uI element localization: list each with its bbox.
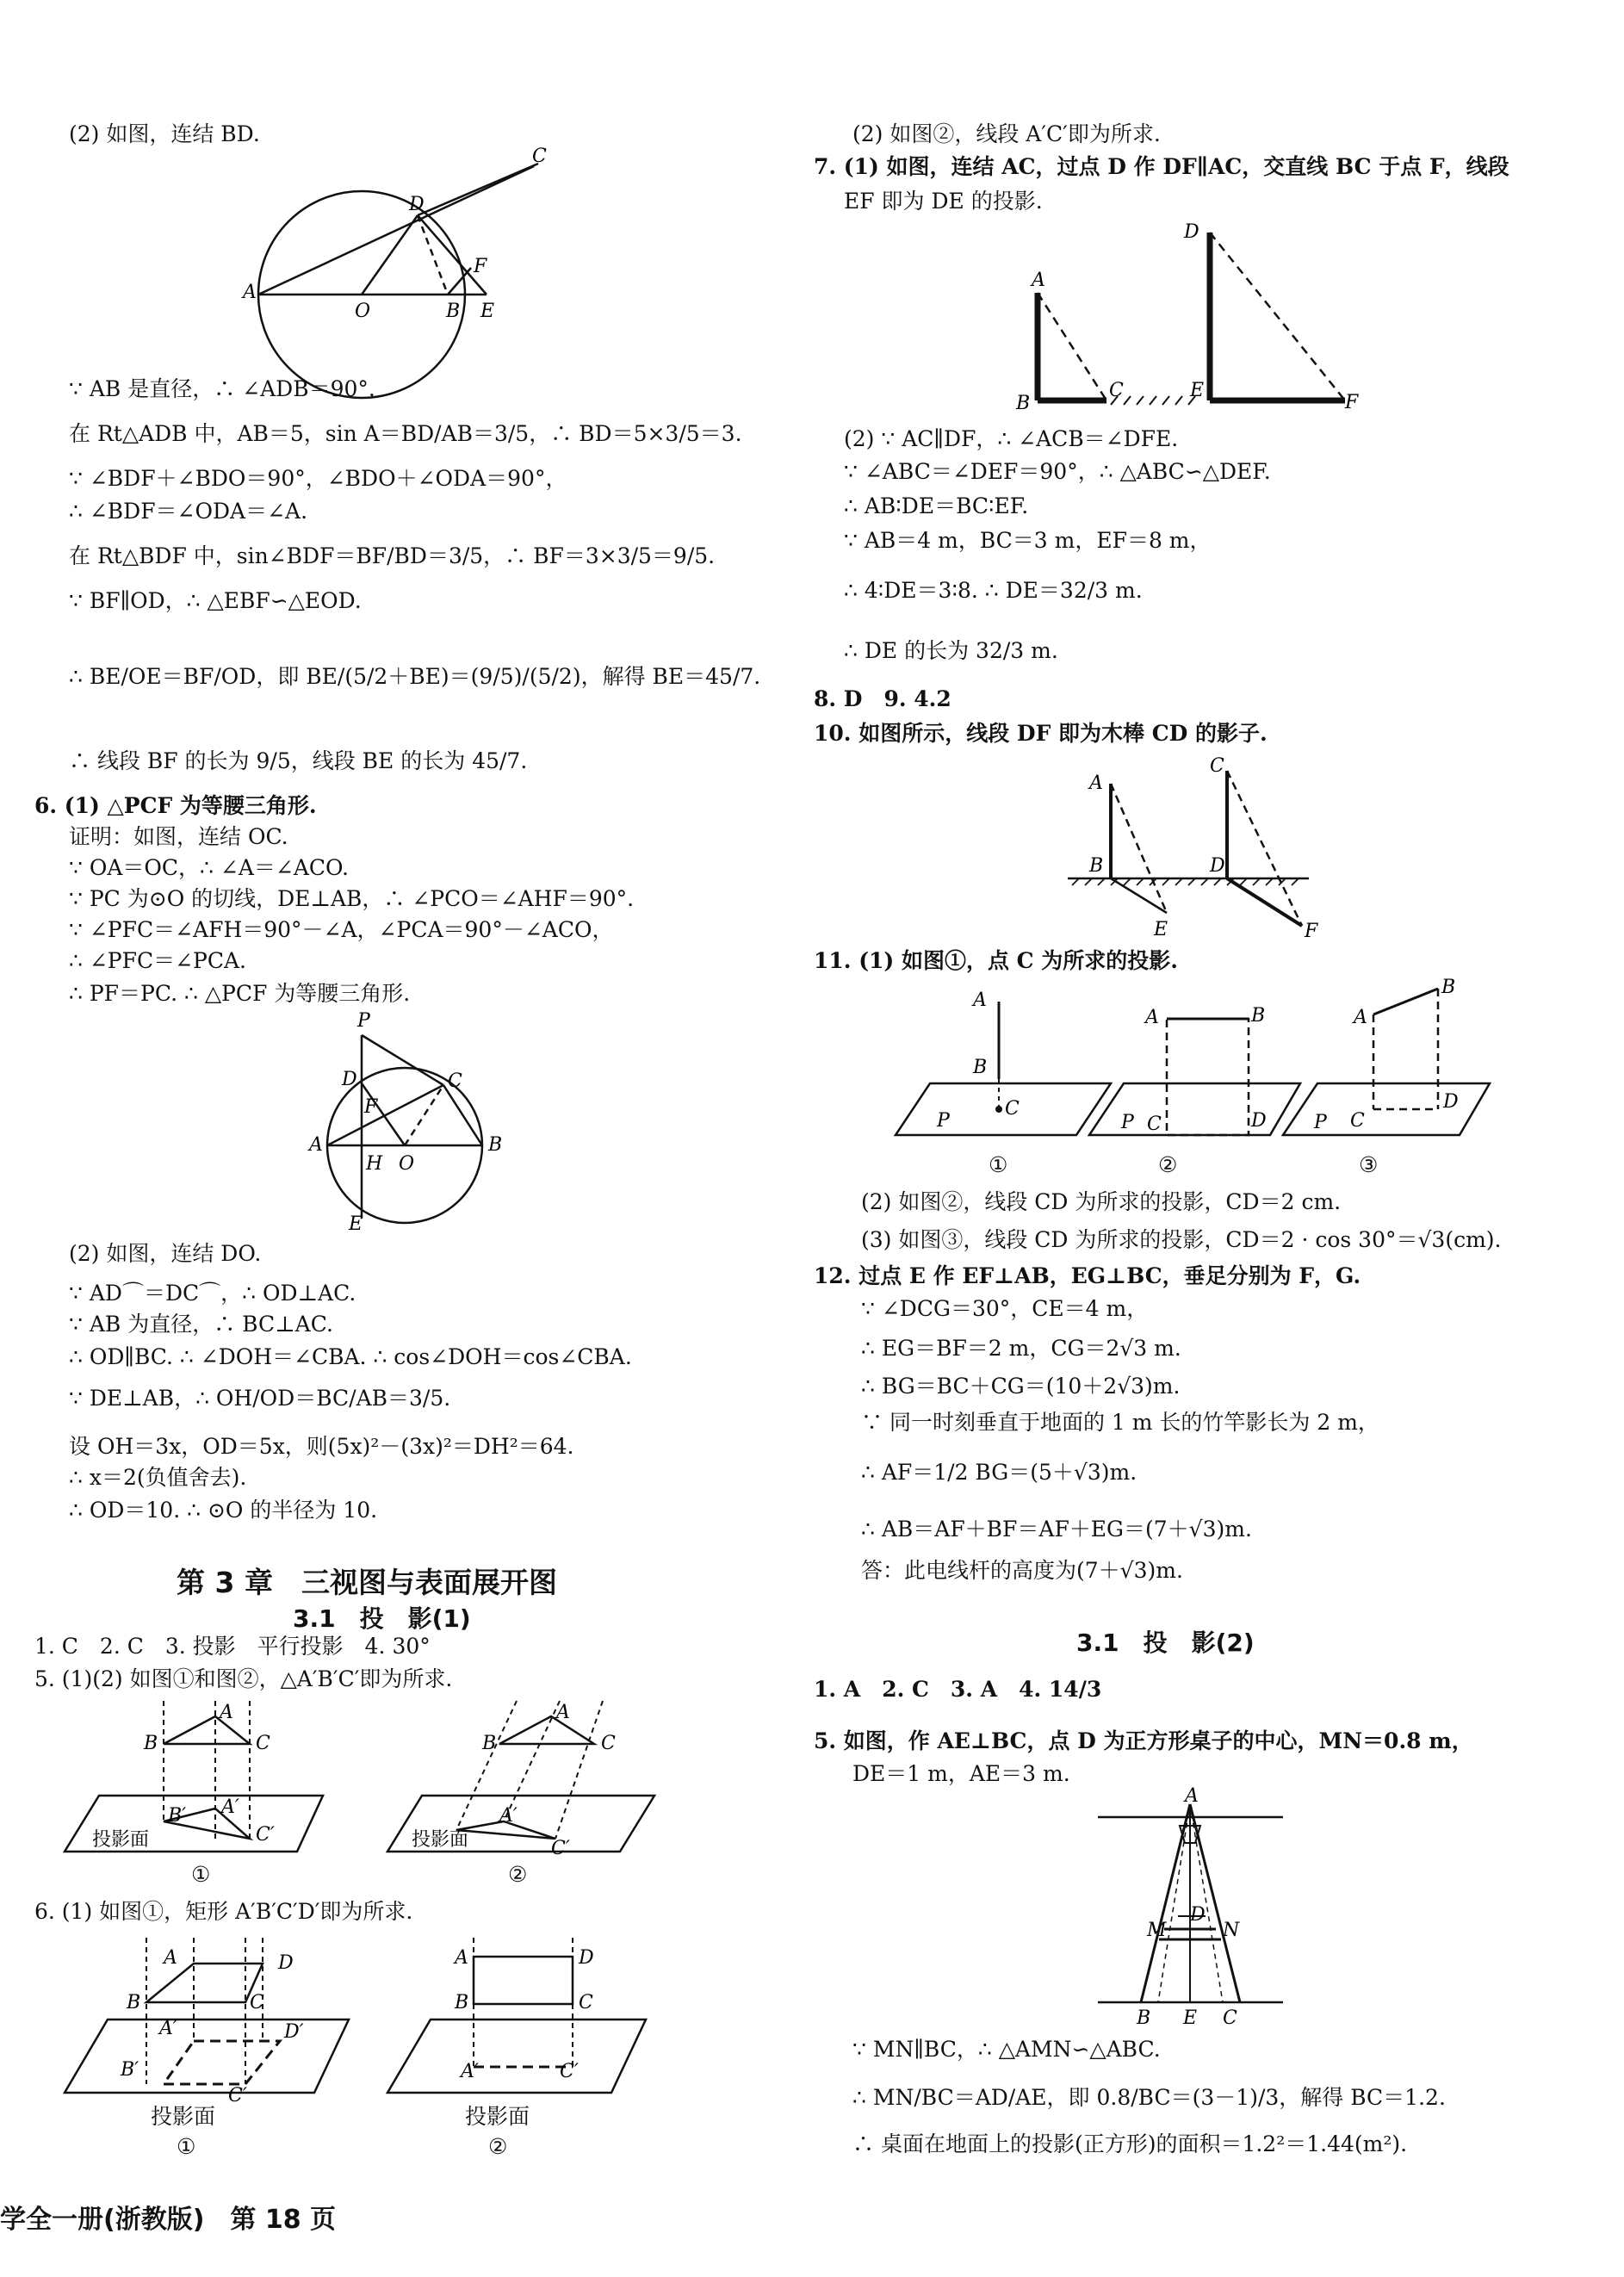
svg-text:D: D (1251, 1110, 1267, 1132)
text-line: ∴ MN/BC＝AD/AE，即 0.8/BC＝(3－1)/3，解得 BC＝1.2. (852, 2085, 1446, 2110)
svg-text:F: F (1345, 392, 1359, 413)
figure-label: ① (191, 1862, 211, 1887)
svg-text:C: C (1223, 2007, 1237, 2029)
svg-text:D: D (1210, 855, 1225, 877)
answer-line: 1. C 2. C 3. 投影 平行投影 4. 30° (34, 1634, 431, 1659)
text-line: ∵ AB 为直径，∴ BC⊥AC. (69, 1312, 333, 1337)
figure-label: ③ (1359, 1152, 1379, 1177)
svg-text:B′: B′ (121, 2059, 139, 2081)
question-11: 11. (1) 如图①，点 C 为所求的投影. (814, 948, 1178, 973)
text-line: ∴ OD＝10. ∴ ⊙O 的半径为 10. (69, 1498, 378, 1523)
svg-text:N: N (1223, 1920, 1240, 1941)
text-line: ∵ AD⌒＝DC⌒，∴ OD⊥AC. (69, 1281, 356, 1306)
svg-text:C: C (1005, 1098, 1020, 1120)
svg-text:A: A (1145, 1007, 1159, 1028)
text-line: ∵ PC 为⊙O 的切线，DE⊥AB，∴ ∠PCO＝∠AHF＝90°. (69, 886, 635, 911)
svg-text:A: A (455, 1947, 468, 1969)
text-line: 在 Rt△ADB 中，AB＝5，sin A＝BD/AB＝3/5，∴ BD＝5×3/5＝3. (69, 421, 742, 446)
text-line: ∵ ∠PFC＝∠AFH＝90°－∠A，∠PCA＝90°－∠ACO， (69, 917, 614, 942)
projection-figure-5-2 (387, 1701, 654, 1859)
projection-figure-6-1 (65, 1938, 349, 2106)
page-footer: 学全一册(浙教版) 第 18 页 (0, 2205, 337, 2235)
figure-label: ② (508, 1862, 528, 1887)
text-line: ∵ BF∥OD，∴ △EBF∽△EOD. (69, 588, 362, 613)
svg-text:O: O (399, 1153, 415, 1175)
circle-figure-pcf (309, 1008, 521, 1235)
text-line: ∴ AF＝1/2 BG＝(5＋√3)m. (861, 1460, 1137, 1485)
shadow-figure-7 (1007, 221, 1361, 422)
question-7: 7. (1) 如图，连结 AC，过点 D 作 DF∥AC，交直线 BC 于点 F，线段 (814, 154, 1509, 179)
figure-label: ① (177, 2134, 196, 2159)
text-line: 答：此电线杆的高度为(7＋√3)m. (861, 1558, 1183, 1583)
svg-text:B: B (1137, 2007, 1151, 2029)
shadow-figure-10 (1068, 755, 1326, 942)
svg-text:C′: C′ (256, 1824, 275, 1846)
section-title: 3.1 投 影(1) (293, 1604, 471, 1633)
text-line: (3) 如图③，线段 CD 为所求的投影，CD＝2 · cos 30°＝√3(cm). (861, 1227, 1502, 1252)
svg-text:O: O (355, 301, 371, 322)
svg-text:H: H (366, 1153, 383, 1175)
svg-text:A: A (309, 1134, 323, 1156)
svg-text:A′: A′ (159, 2018, 177, 2039)
text-line: ∴ OD∥BC. ∴ ∠DOH＝∠CBA. ∴ cos∠DOH＝cos∠CBA. (69, 1344, 632, 1369)
projection-figure-11 (896, 977, 1490, 1144)
svg-text:A: A (164, 1947, 177, 1969)
text-line: DE＝1 m，AE＝3 m. (852, 1761, 1070, 1786)
text-line: (2) ∵ AC∥DF，∴ ∠ACB＝∠DFE. (844, 426, 1179, 451)
svg-text:C: C (1147, 1114, 1162, 1135)
text-line: ∴ BE/OE＝BF/OD，即 BE/(5/2＋BE)＝(9/5)/(5/2)，解得 BE＝45/7. (69, 664, 761, 689)
figure-label: ② (1158, 1152, 1178, 1177)
svg-text:F: F (1305, 921, 1318, 942)
svg-text:M: M (1147, 1920, 1167, 1941)
text-line: ∴ 线段 BF 的长为 9/5，线段 BE 的长为 45/7. (69, 748, 528, 773)
svg-text:P: P (1314, 1112, 1327, 1133)
svg-text:A: A (1185, 1785, 1199, 1807)
text-line: ∵ ∠ABC＝∠DEF＝90°，∴ △ABC∽△DEF. (844, 459, 1271, 484)
text-line: 设 OH＝3x，OD＝5x，则(5x)²－(3x)²＝DH²＝64. (69, 1434, 574, 1459)
svg-text:D: D (342, 1069, 357, 1090)
svg-text:B: B (1251, 1005, 1266, 1027)
svg-text:B: B (455, 1992, 469, 2013)
projection-plane-label: 投影面 (412, 1829, 469, 1851)
answer-line: 1. A 2. C 3. A 4. 14/3 (814, 1677, 1102, 1702)
text-line: ∴ ∠BDF＝∠ODA＝∠A. (69, 499, 308, 524)
svg-text:B: B (1016, 393, 1031, 414)
text-line: ∵ AB 是直径，∴ ∠ADB＝90°. (69, 376, 375, 401)
svg-text:D: D (1184, 221, 1199, 243)
text-line: ∴ 4∶DE＝3∶8. ∴ DE＝32/3 m. (844, 578, 1143, 603)
svg-text:P: P (937, 1110, 950, 1132)
question-5: 5. 如图，作 AE⊥BC，点 D 为正方形桌子的中心，MN＝0.8 m， (814, 1728, 1473, 1753)
svg-text:B: B (127, 1992, 141, 2013)
text-line: ∵ DE⊥AB，∴ OH/OD＝BC/AB＝3/5. (69, 1386, 451, 1411)
svg-text:F: F (474, 256, 487, 277)
svg-text:A: A (556, 1702, 570, 1723)
projection-figure-6-2 (387, 1938, 646, 2093)
svg-text:A′: A′ (461, 2061, 479, 2082)
text-line: ∴ ∠PFC＝∠PCA. (69, 948, 246, 973)
svg-text:P: P (1121, 1112, 1134, 1133)
text-line: (2) 如图，连结 DO. (69, 1241, 262, 1266)
text-line: ∴ EG＝BF＝2 m，CG＝2√3 m. (861, 1336, 1181, 1361)
section-title: 3.1 投 影(2) (1076, 1629, 1255, 1657)
svg-text:C: C (250, 1992, 264, 2013)
svg-text:A: A (220, 1702, 233, 1723)
text-line: ∴ PF＝PC. ∴ △PCF 为等腰三角形. (69, 981, 411, 1006)
svg-text:C: C (601, 1733, 616, 1754)
svg-text:E: E (349, 1213, 363, 1235)
svg-text:C: C (1109, 380, 1124, 401)
svg-text:E: E (1183, 2007, 1198, 2029)
text-line: (2) 如图，连结 BD. (69, 121, 260, 146)
question-12: 12. 过点 E 作 EF⊥AB，EG⊥BC，垂足分别为 F，G. (814, 1263, 1361, 1288)
svg-text:D: D (278, 1952, 294, 1974)
answer-line: 5. (1)(2) 如图①和图②，△A′B′C′即为所求. (34, 1666, 453, 1691)
circle-figure-bd (243, 145, 568, 334)
text-line: 在 Rt△BDF 中，sin∠BDF＝BF/BD＝3/5，∴ BF＝3×3/5＝9/5. (69, 543, 716, 568)
figure-label: ② (488, 2134, 508, 2159)
figure-label: ① (989, 1152, 1008, 1177)
text-line: ∴ AB∶DE＝BC∶EF. (844, 493, 1029, 518)
svg-text:E: E (480, 301, 495, 322)
projection-plane-label: 投影面 (92, 1829, 150, 1851)
svg-text:B: B (482, 1733, 497, 1754)
text-line: ∴ x＝2(负值舍去). (69, 1465, 247, 1490)
svg-text:A: A (973, 990, 987, 1011)
text-line: ∵ 同一时刻垂直于地面的 1 m 长的竹竿影长为 2 m， (861, 1410, 1379, 1435)
svg-text:C′: C′ (228, 2085, 247, 2106)
text-line: ∴ DE 的长为 32/3 m. (844, 638, 1058, 663)
svg-text:B: B (446, 301, 461, 322)
svg-text:D′: D′ (284, 2021, 304, 2043)
svg-text:P: P (357, 1010, 370, 1032)
text-line: ∴ AB＝AF＋BF＝AF＋EG＝(7＋√3)m. (861, 1517, 1252, 1542)
svg-text:C′: C′ (560, 2061, 579, 2082)
text-line: ∵ AB＝4 m，BC＝3 m，EF＝8 m， (844, 528, 1212, 553)
svg-text:A′: A′ (499, 1805, 518, 1827)
projection-plane-label: 投影面 (151, 2104, 216, 2129)
svg-text:C: C (256, 1733, 270, 1754)
svg-text:C: C (1350, 1110, 1365, 1132)
svg-text:B: B (488, 1134, 503, 1156)
text-line: ∵ MN∥BC，∴ △AMN∽△ABC. (852, 2037, 1161, 2062)
svg-text:A′: A′ (221, 1796, 239, 1818)
svg-text:D: D (1190, 1904, 1206, 1926)
svg-text:A: A (1089, 772, 1103, 794)
svg-text:C: C (1210, 755, 1224, 777)
svg-text:C: C (448, 1070, 462, 1092)
text-line: ∵ OA＝OC，∴ ∠A＝∠ACO. (69, 855, 349, 880)
svg-text:B: B (144, 1733, 158, 1754)
text-line: ∵ ∠BDF＋∠BDO＝90°，∠BDO＋∠ODA＝90°， (69, 466, 567, 491)
projection-figure-5-1 (65, 1701, 323, 1852)
answer-line: 8. D 9. 4.2 (814, 686, 951, 711)
text-line: ∴ BG＝BC＋CG＝(10＋2√3)m. (861, 1374, 1181, 1399)
text-line: (2) 如图②，线段 A′C′即为所求. (852, 121, 1161, 146)
svg-text:E: E (1190, 380, 1205, 401)
text-line: 证明：如图，连结 OC. (69, 824, 288, 849)
text-line: ∵ ∠DCG＝30°，CE＝4 m， (861, 1296, 1149, 1321)
projection-plane-label: 投影面 (465, 2104, 530, 2129)
svg-text:B: B (1441, 977, 1456, 998)
lamp-table-figure (1094, 1785, 1300, 2029)
svg-text:B: B (973, 1057, 988, 1078)
svg-text:D: D (579, 1947, 594, 1969)
svg-text:A: A (243, 282, 257, 303)
svg-text:F: F (364, 1096, 378, 1118)
text-line: EF 即为 DE 的投影. (844, 189, 1043, 214)
question-6: 6. (1) △PCF 为等腰三角形. (34, 793, 317, 818)
text-line: (2) 如图②，线段 CD 为所求的投影，CD＝2 cm. (861, 1189, 1342, 1214)
svg-text:E: E (1154, 919, 1168, 940)
answer-line: 6. (1) 如图①，矩形 A′B′C′D′即为所求. (34, 1899, 413, 1924)
svg-text:C′: C′ (551, 1838, 570, 1859)
svg-text:A: A (1032, 270, 1045, 291)
svg-text:B′: B′ (168, 1805, 187, 1827)
svg-text:C: C (579, 1992, 593, 2013)
question-10: 10. 如图所示，线段 DF 即为木棒 CD 的影子. (814, 721, 1268, 746)
svg-text:B: B (1089, 855, 1104, 877)
svg-text:C: C (532, 146, 547, 167)
svg-text:D: D (1443, 1091, 1459, 1113)
svg-text:D: D (409, 194, 425, 215)
svg-text:A: A (1354, 1007, 1367, 1028)
chapter-title: 第 3 章 三视图与表面展开图 (177, 1566, 557, 1599)
text-line: ∴ 桌面在地面上的投影(正方形)的面积＝1.2²＝1.44(m²). (852, 2131, 1408, 2156)
